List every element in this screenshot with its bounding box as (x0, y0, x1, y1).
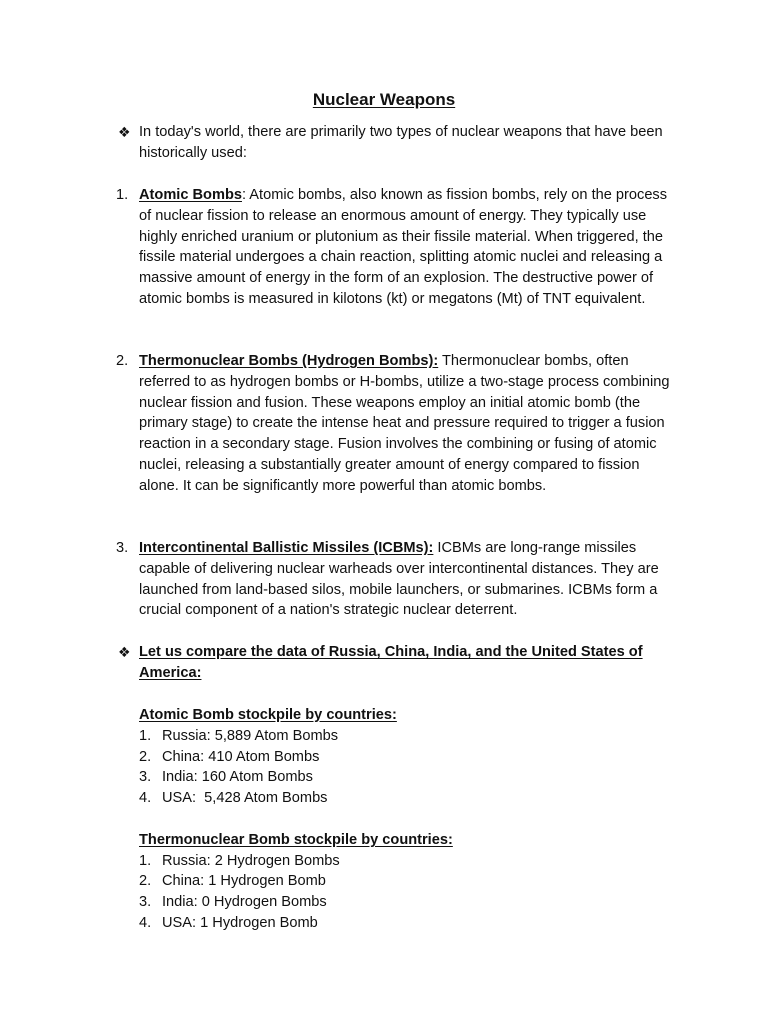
list-item: USA: 5,428 Atom Bombs (162, 790, 328, 806)
list-item-number: 3. (139, 769, 152, 785)
diamond-bullet-icon: ❖ (118, 124, 131, 140)
section-heading: Atomic Bombs (139, 187, 242, 203)
page-title (0, 89, 768, 111)
section-body: ICBMs are long-range missiles capable of delivering nuclear warheads over intercontinental distances. They are launched from land-based silos, mobile launchers, or submarines. ICBMs form a crucial component of a nation's strategic nuclear deterrent. (139, 540, 659, 619)
section-icbms (139, 538, 679, 621)
list-item: China: 410 Atom Bombs (162, 749, 320, 765)
list-item: India: 160 Atom Bombs (162, 769, 313, 785)
section-number: 1. (116, 187, 129, 203)
intro-paragraph: In today's world, there are primarily two types of nuclear weapons that have been historically used: (139, 124, 663, 161)
section-heading: Thermonuclear Bombs (Hydrogen Bombs): (139, 353, 439, 369)
list-item-number: 2. (139, 749, 152, 765)
list-item: USA: 1 Hydrogen Bomb (162, 915, 318, 931)
list-item-number: 1. (139, 853, 152, 869)
list-item: China: 1 Hydrogen Bomb (162, 873, 326, 889)
thermo-list-heading: Thermonuclear Bomb stockpile by countries: (139, 832, 453, 848)
page-title-text: Nuclear Weapons (312, 90, 456, 109)
list-item: India: 0 Hydrogen Bombs (162, 894, 327, 910)
section-body: Atomic bombs, also known as fission bombs, rely on the process of nuclear fission to release an enormous amount of energy. They typically use highly enriched uranium or plutonium as their fissile material. When triggered, the fissile material undergoes a chain reaction, splitting atomic nuclei and releasing a massive amount of energy in the form of an explosion. The destructive power of atomic bombs is measured in kilotons (kt) or megatons (Mt) of TNT equivalent. (139, 187, 668, 307)
list-item: Russia: 5,889 Atom Bombs (162, 728, 339, 744)
diamond-bullet-icon: ❖ (118, 644, 131, 660)
section-heading-suffix: : (241, 187, 247, 203)
list-item-number: 2. (139, 873, 152, 889)
list-item: Russia: 2 Hydrogen Bombs (162, 853, 340, 869)
section-number: 2. (116, 353, 129, 369)
list-item-number: 1. (139, 728, 152, 744)
list-item-number: 4. (139, 915, 152, 931)
section-thermonuclear-bombs (139, 351, 679, 497)
list-item-number: 3. (139, 894, 152, 910)
list-item-number: 4. (139, 790, 152, 806)
compare-heading: Let us compare the data of Russia, China, India, and the United States of America: (139, 644, 643, 681)
section-heading: Intercontinental Ballistic Missiles (ICBMs): (139, 540, 434, 556)
atomic-list-heading: Atomic Bomb stockpile by countries: (139, 707, 397, 723)
section-body: Thermonuclear bombs, often referred to as hydrogen bombs or H-bombs, utilize a two-stage process combining nuclear fission and fusion. These weapons employ an initial atomic bomb (the primary stage) to create the intense heat and pressure required to trigger a fusion reaction in a secondary stage. Fusion involves the combining or fusing of atomic nuclei, releasing a substantially greater amount of energy compared to fission alone. It can be significantly more powerful than atomic bombs. (139, 353, 670, 494)
section-atomic-bombs (139, 185, 679, 310)
section-number: 3. (116, 540, 129, 556)
